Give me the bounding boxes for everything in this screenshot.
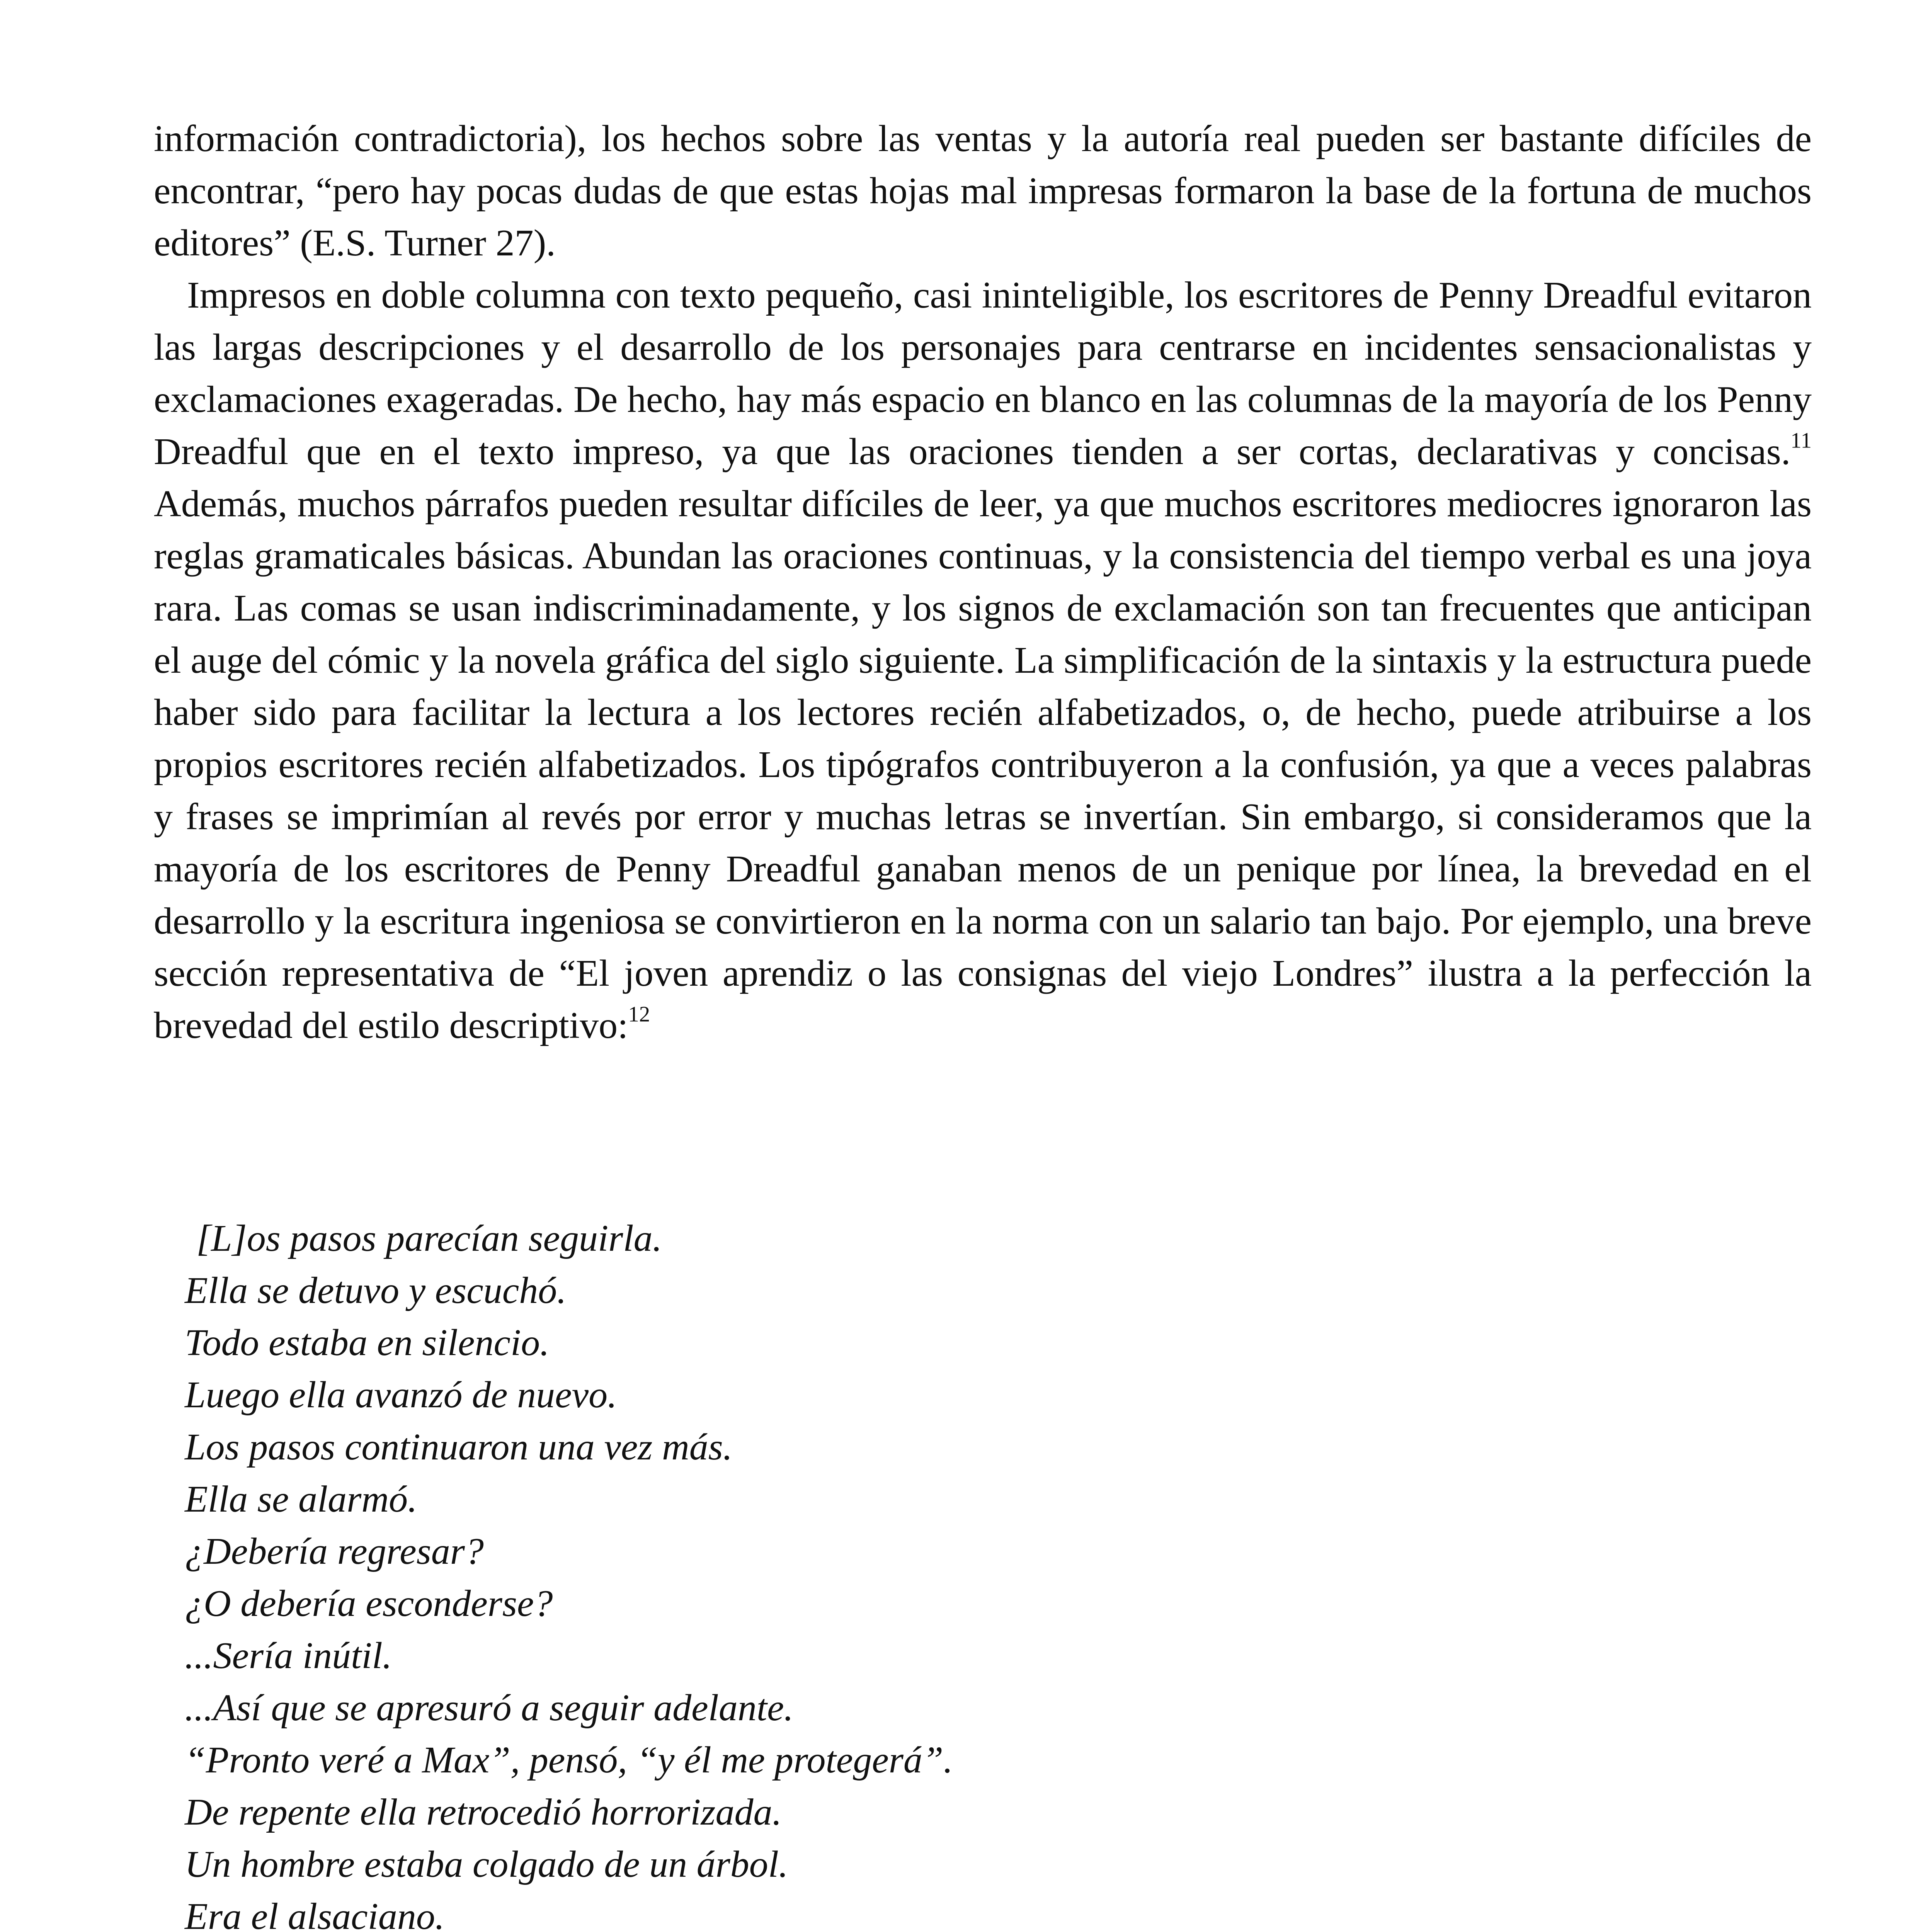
paragraph-2-part-2: Además, muchos párrafos pueden resultar difíciles de leer, ya que muchos escritores mediocres ignoraron las reglas gramaticales básicas. Abundan las oraciones continuas, y la consistencia del tiempo verbal es una joya rara. Las comas se usan indiscriminadamente, y los signos de exclamación son tan frecuentes que anticipan el auge del cómic y la novela gráfica del siglo siguiente. La simplificación de la sintaxis y la estructura puede haber sido para facilitar la lectura a los lectores recién alfabetizados, o, de hecho, puede atribuirse a los propios escritores recién alfabetizados. Los tipógrafos contribuyeron a la confusión, ya que a veces palabras y frases se imprimían al revés por error y muchas letras se invertían. Sin embargo, si consideramos que la mayoría de los escritores de Penny Dreadful ganaban menos de un penique por línea, la brevedad en el desarrollo y la escritura ingeniosa se convirtieron en la norma con un salario tan bajo. Por ejemplo, una breve sección representativa de “El joven aprendiz o las consignas del viejo Londres” ilustra a la perfección la brevedad del estilo descriptivo:: [154, 483, 1812, 1046]
quote-line: “Pronto veré a Max”, pensó, “y él me protegerá”.: [185, 1739, 953, 1781]
paragraph-2: [154, 269, 1812, 1052]
quote-line: ...Sería inútil.: [185, 1635, 392, 1677]
quote-line: Los pasos continuaron una vez más.: [185, 1426, 733, 1468]
quote-line: Un hombre estaba colgado de un árbol.: [185, 1844, 788, 1885]
quote-line: Era el alsaciano.: [185, 1896, 445, 1932]
footnote-ref-11: 11: [1790, 428, 1812, 453]
paragraph-2-part-1: Impresos en doble columna con texto pequeño, casi ininteligible, los escritores de Penny Dreadful evitaron las largas descripciones y el desarrollo de los personajes para centrarse en incidentes sensacionalistas y exclamaciones exageradas. De hecho, hay más espacio en blanco en las columnas de la mayoría de los Penny Dreadful que en el texto impreso, ya que las oraciones tienden a ser cortas, declarativas y concisas.: [154, 274, 1812, 473]
quote-line: Ella se detuvo y escuchó.: [185, 1270, 567, 1311]
body-text-top: [154, 113, 1812, 1052]
quote-line: Ella se alarmó.: [185, 1478, 417, 1520]
quote-line: De repente ella retrocedió horrorizada.: [185, 1791, 782, 1833]
quote-line: ...Así que se apresuró a seguir adelante.: [185, 1687, 794, 1729]
quote-line: ¿O debería esconderse?: [185, 1583, 553, 1624]
quote-line: Todo estaba en silencio.: [185, 1322, 550, 1364]
paragraph-1: información contradictoria), los hechos sobre las ventas y la autoría real pueden ser bastante difíciles de encontrar, “pero hay pocas dudas de que estas hojas mal impresas formaron la base de la fortuna de muchos editores” (E.S. Turner 27).: [154, 118, 1812, 264]
block-quote: [185, 1213, 1731, 1932]
footnote-ref-12: 12: [628, 1002, 650, 1027]
quote-line: [L]os pasos parecían seguirla.: [196, 1218, 662, 1259]
quote-line: ¿Debería regresar?: [185, 1531, 484, 1572]
quote-line: Luego ella avanzó de nuevo.: [185, 1374, 617, 1416]
